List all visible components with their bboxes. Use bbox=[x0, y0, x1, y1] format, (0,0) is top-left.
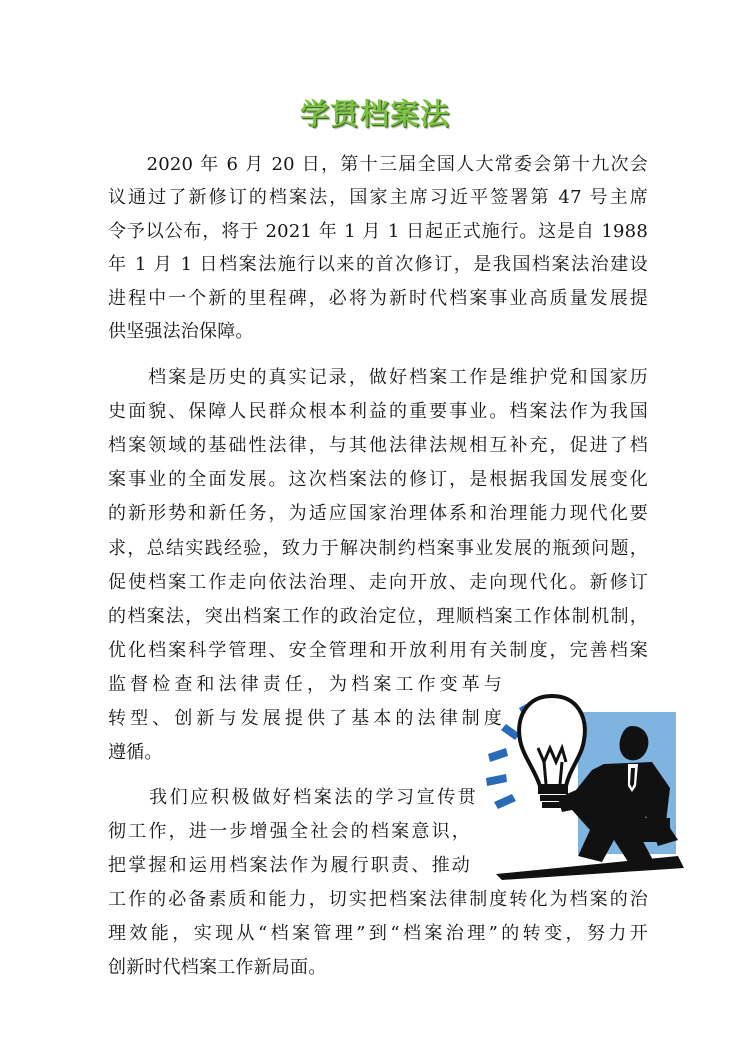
paragraph-line: 转型、创新与发展提供了基本的法律制度 bbox=[108, 708, 502, 729]
paragraph-line: 令予以公布，将于 2021 年 1 月 1 日起正式施行。这是自 1988 bbox=[108, 221, 648, 242]
paragraph-line: 工作的必备素质和能力，切实把档案法律制度转化为档案的治 bbox=[108, 889, 648, 910]
paragraph-line: 的档案法，突出档案工作的政治定位，理顺档案工作体制机制， bbox=[108, 606, 648, 627]
paragraph-line: 议通过了新修订的档案法，国家主席习近平签署第 47 号主席 bbox=[108, 187, 648, 208]
paragraph-line: 我们应积极做好档案法的学习宣传贯 bbox=[108, 787, 476, 808]
paragraph-line: 理效能，实现从“档案管理”到“档案治理”的转变，努力开 bbox=[108, 923, 648, 944]
paragraph-line: 彻工作，进一步增强全社会的档案意识， bbox=[108, 821, 470, 842]
document-title: 学贯档案法 bbox=[299, 97, 450, 131]
paragraph-line: 史面貌、保障人民群众根本利益的重要事业。档案法作为我国 bbox=[108, 401, 648, 422]
paragraph-line: 求，总结实践经验，致力于解决制约档案事业发展的瓶颈问题， bbox=[108, 538, 648, 559]
paragraph-line: 进程中一个新的里程碑，必将为新时代档案事业高质量发展提 bbox=[108, 288, 648, 309]
paragraph-line: 年 1 月 1 日档案法施行以来的首次修订，是我国档案法治建设 bbox=[108, 254, 648, 275]
paragraph-line: 创新时代档案工作新局面。 bbox=[108, 957, 327, 978]
paragraph-line: 2020 年 6 月 20 日，第十三届全国人大常委会第十九次会 bbox=[108, 154, 648, 175]
paragraph-line: 案事业的全面发展。这次档案法的修订，是根据我国发展变化 bbox=[108, 469, 648, 490]
paragraph-line: 监督检查和法律责任，为档案工作变革与 bbox=[108, 674, 502, 695]
paragraph-line: 优化档案科学管理、安全管理和开放利用有关制度，完善档案 bbox=[108, 640, 648, 661]
paragraph-line: 档案领域的基础性法律，与其他法律法规相互补充，促进了档 bbox=[108, 435, 648, 456]
paragraph-line: 遵循。 bbox=[108, 742, 163, 763]
paragraph-line: 把掌握和运用档案法作为履行职责、推动 bbox=[108, 855, 470, 876]
paragraph-line: 的新形势和新任务，为适应国家治理体系和治理能力现代化要 bbox=[108, 503, 648, 524]
paragraph-line: 供坚强法治保障。 bbox=[108, 321, 254, 342]
paragraph-line: 档案是历史的真实记录，做好档案工作是维护党和国家历 bbox=[108, 367, 648, 388]
paragraph-line: 促使档案工作走向依法治理、走向开放、走向现代化。新修订 bbox=[108, 572, 648, 593]
person-holding-lightbulb-icon bbox=[482, 690, 694, 880]
